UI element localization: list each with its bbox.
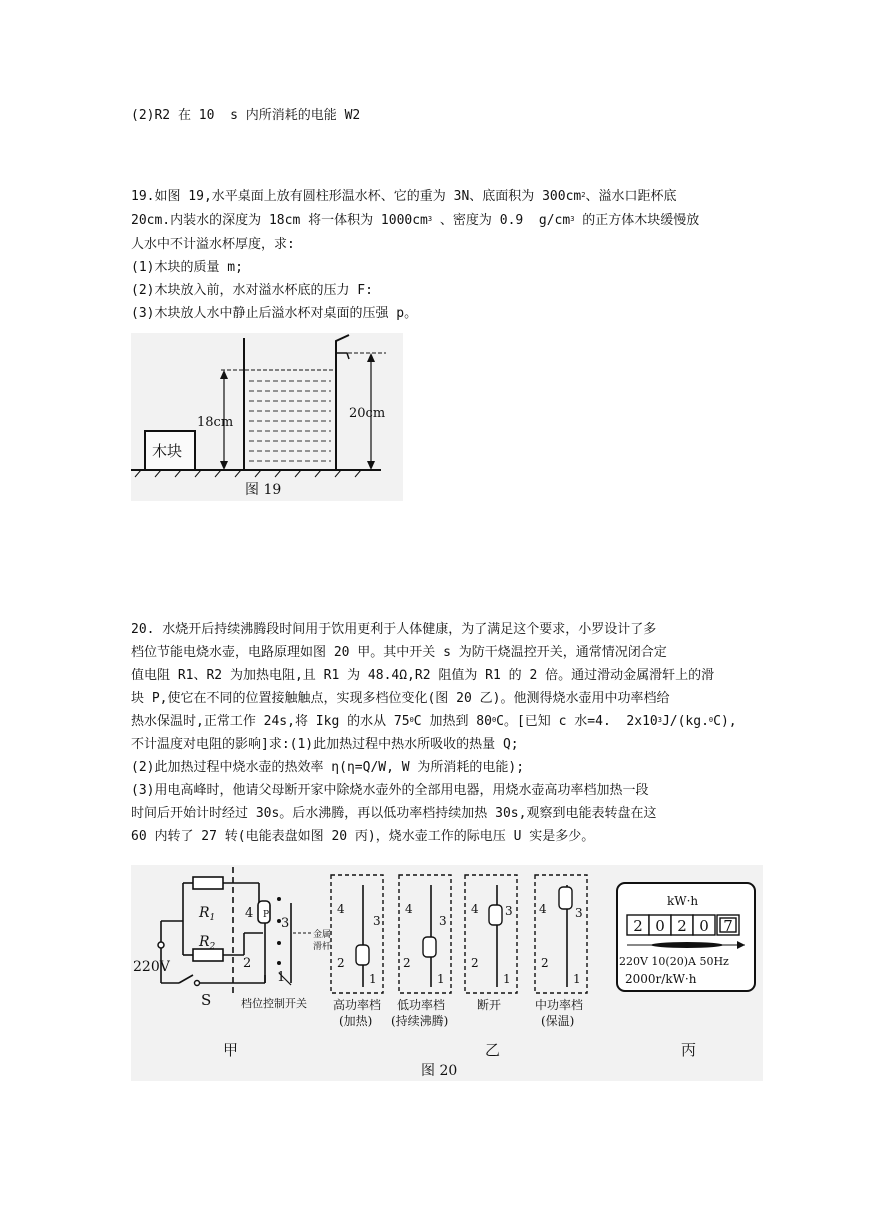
figure-19	[131, 333, 403, 501]
label-jia: 甲	[223, 1041, 239, 1059]
svg-text:2: 2	[541, 956, 549, 970]
q18-part2: (2)R2 在 10 s 内所消耗的电能 W2	[131, 108, 361, 123]
meter-unit: kW·h	[667, 894, 699, 908]
meter-digit-5: 7	[723, 917, 733, 935]
figure-19-caption: 图 19	[245, 482, 282, 498]
q20-line10: 60 内转了 27 转(电能表盘如图 20 丙)，烧水壶工作的际电压 U 实是多少。	[131, 829, 595, 844]
q19-part1: (1)木块的质量 m;	[131, 260, 243, 275]
svg-text:1: 1	[437, 972, 445, 986]
block-label: 木块	[152, 442, 183, 460]
label-yi: 乙	[485, 1041, 501, 1059]
q20-line4: 块 P,使它在不同的位置接触触点，实现多档位变化(图 20 乙)。他测得烧水壶用中功率档给	[131, 691, 670, 706]
svg-text:2: 2	[337, 956, 345, 970]
q20-line5: 热水保温时,正常工作 24s,将 Ikg 的水从 $75^0C$ 加热到 $80^0C$。[已知 c 水=4. $2x10^3J/(kg.^0C)$,	[131, 714, 737, 729]
meter-digit-4: 0	[699, 917, 709, 935]
label-20cm: 20cm	[349, 406, 386, 421]
svg-text:3: 3	[575, 906, 583, 920]
meter-rate: 2000r/kW·h	[625, 972, 697, 986]
svg-text:3: 3	[439, 914, 447, 928]
contact-1: 1	[277, 970, 286, 985]
slider-label-2: 滑杆	[313, 942, 332, 952]
q20-line7: (2)此加热过程中烧水壶的热效率 η(η=Q/W, W 为所消耗的电能);	[131, 760, 525, 775]
meter-spec: 220V 10(20)A 50Hz	[619, 955, 729, 968]
switch-label: S	[201, 991, 212, 1009]
mode-low-label: 低功率档	[397, 998, 446, 1012]
mode-mid-label: 中功率档	[535, 998, 584, 1012]
contact-4: 4	[245, 906, 254, 921]
svg-text:3: 3	[505, 904, 513, 918]
q19-line2: 20cm.内装水的深度为 18cm 将一体积为 $1000cm^3$ 、密度为 0.9 $g/cm^3$ 的正方体木块缓慢放	[131, 213, 700, 228]
meter-digit-1: 2	[633, 917, 643, 935]
q20-line9: 时间后开始计时经过 30s。后水沸腾，再以低功率档持续加热 30s,观察到电能表转盘在这	[131, 806, 657, 821]
r1-label: $R_1$	[199, 905, 216, 923]
control-label: 档位控制开关	[241, 997, 307, 1010]
slider-label-1: 金属	[313, 930, 332, 940]
q20-line2: 档位节能电烧水壶，电路原理如图 20 甲。其中开关 s 为防干烧温控开关，通常情况闭合定	[131, 645, 667, 660]
q19-part2: (2)木块放入前，水对溢水杯底的压力 F:	[131, 283, 373, 298]
contact-2: 2	[243, 956, 252, 971]
meter-digit-2: 0	[655, 917, 665, 935]
svg-text:4: 4	[337, 902, 345, 916]
svg-text:4: 4	[539, 902, 547, 916]
q20-line3: 值电阻 R1、R2 为加热电阻,且 R1 为 48.4Ω,R2 阻值为 R1 的 2 倍。通过滑动金属滑轩上的滑	[131, 668, 715, 683]
svg-text:1: 1	[503, 972, 511, 986]
q19-part3: (3)木块放人水中静止后溢水杯对桌面的压强 p。	[131, 306, 418, 321]
svg-text:1: 1	[573, 972, 581, 986]
r2-label: $R_2$	[199, 934, 216, 952]
label-bing: 丙	[681, 1041, 697, 1059]
svg-text:4: 4	[471, 902, 479, 916]
svg-text:2: 2	[403, 956, 411, 970]
q20-line8: (3)用电高峰时，他请父母断开家中除烧水壶外的全部用电器，用烧水壶高功率档加热一段	[131, 783, 649, 798]
svg-text:1: 1	[369, 972, 377, 986]
mode-high-label: 高功率档	[333, 998, 382, 1012]
contact-3: 3	[281, 916, 290, 931]
q19-line1: 19.如图 19,水平桌面上放有圆柱形温水杯、它的重为 3N、底面积为 $300cm^2$、溢水口距杯底	[131, 189, 677, 204]
label-18cm: 18cm	[197, 415, 234, 430]
q19-line3: 人水中不计溢水杯厚度，求:	[131, 237, 295, 252]
svg-text:4: 4	[405, 902, 413, 916]
mode-low-sub: (持续沸腾)	[391, 1014, 449, 1028]
mode-high-sub: (加热)	[339, 1014, 373, 1028]
figure-20-caption: 图 20	[421, 1063, 458, 1079]
mode-off-label: 断开	[477, 998, 502, 1012]
voltage-label: 220V	[133, 959, 170, 975]
meter-digit-3: 2	[677, 917, 687, 935]
q20-line6: 不计温度对电阻的影响]求:(1)此加热过程中热水所吸收的热量 Q;	[131, 737, 519, 752]
svg-text:2: 2	[471, 956, 479, 970]
svg-text:3: 3	[373, 914, 381, 928]
slider-p-label: P	[263, 910, 270, 920]
mode-mid-sub: (保温)	[541, 1014, 575, 1028]
figure-20	[131, 865, 763, 1081]
q20-line1: 20. 水烧开后持续沸腾段时间用于饮用更利于人体健康，为了满足这个要求，小罗设计了多	[131, 622, 657, 637]
